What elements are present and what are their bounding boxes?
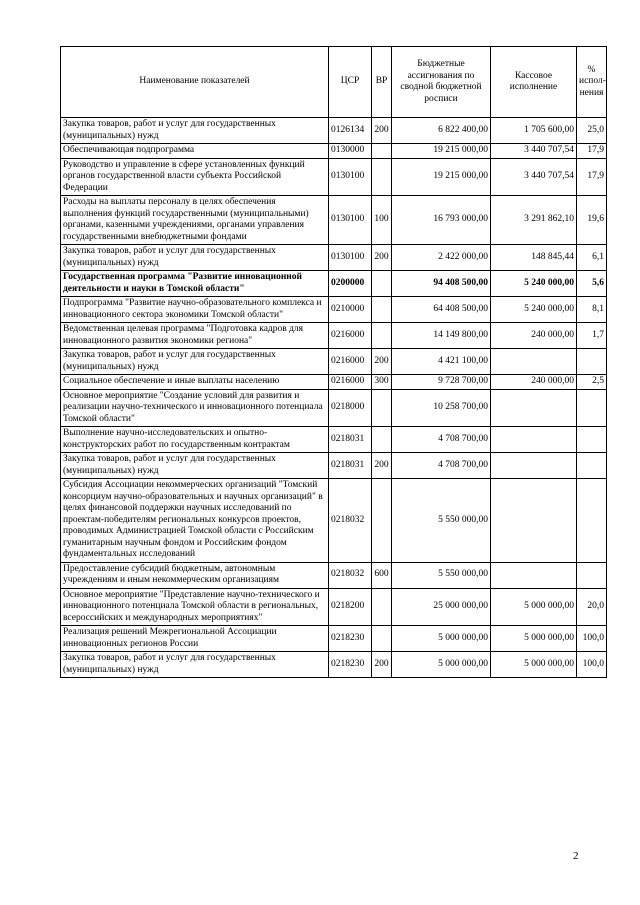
cell-plan: 19 215 000,00 — [392, 158, 491, 196]
cell-plan: 4 708 700,00 — [392, 427, 491, 453]
cell-vr — [372, 158, 392, 196]
cell-pct — [577, 389, 607, 427]
table-row — [61, 389, 607, 427]
cell-kass — [491, 453, 577, 479]
cell-plan: 64 408 500,00 — [392, 297, 491, 323]
cell-vr — [372, 626, 392, 652]
cell-kass: 3 440 707,54 — [491, 144, 577, 159]
cell-plan: 4 708 700,00 — [392, 453, 491, 479]
cell-name: Реализация решений Межрегиональной Ассоциации инновационных регионов России — [61, 626, 329, 652]
table-row — [61, 453, 607, 479]
table-header-row — [61, 47, 607, 118]
cell-name: Закупка товаров, работ и услуг для государственных (муниципальных) нужд — [61, 118, 329, 144]
cell-name: Выполнение научно-исследовательских и опытно-конструкторских работ по государственным контрактам — [61, 427, 329, 453]
cell-name: Закупка товаров, работ и услуг для государственных (муниципальных) нужд — [61, 349, 329, 375]
cell-vr: 100 — [372, 196, 392, 245]
cell-pct: 20,0 — [577, 588, 607, 626]
cell-kass: 3 440 707,54 — [491, 158, 577, 196]
cell-kass: 5 240 000,00 — [491, 297, 577, 323]
cell-pct: 6,1 — [577, 245, 607, 271]
cell-kass — [491, 349, 577, 375]
cell-name: Расходы на выплаты персоналу в целях обеспечения выполнения функций государственными (муниципальными) органами, казенными учреждениями, органами управления государственными внебюджетными фондами — [61, 196, 329, 245]
cell-kass: 5 000 000,00 — [491, 588, 577, 626]
cell-kass: 5 000 000,00 — [491, 626, 577, 652]
cell-csr: 0216000 — [329, 349, 372, 375]
cell-pct: 2,5 — [577, 375, 607, 390]
cell-pct: 100,0 — [577, 626, 607, 652]
cell-vr — [372, 427, 392, 453]
cell-plan: 5 000 000,00 — [392, 652, 491, 678]
cell-csr: 0130100 — [329, 158, 372, 196]
cell-csr: 0218032 — [329, 562, 372, 588]
cell-name: Социальное обеспечение и иные выплаты населению — [61, 375, 329, 390]
cell-plan: 5 000 000,00 — [392, 626, 491, 652]
cell-plan: 4 421 100,00 — [392, 349, 491, 375]
cell-csr: 0200000 — [329, 271, 372, 297]
cell-pct: 8,1 — [577, 297, 607, 323]
cell-pct — [577, 562, 607, 588]
cell-plan: 19 215 000,00 — [392, 144, 491, 159]
cell-vr — [372, 297, 392, 323]
table-row — [61, 271, 607, 297]
cell-name: Подпрограмма "Развитие научно-образовательного комплекса и инновационного сектора экономики Томской области" — [61, 297, 329, 323]
cell-csr: 0218032 — [329, 479, 372, 563]
cell-pct: 25,0 — [577, 118, 607, 144]
cell-plan: 25 000 000,00 — [392, 588, 491, 626]
cell-plan: 14 149 800,00 — [392, 323, 491, 349]
cell-vr: 600 — [372, 562, 392, 588]
cell-csr: 0216000 — [329, 323, 372, 349]
table-row — [61, 427, 607, 453]
cell-kass: 240 000,00 — [491, 375, 577, 390]
cell-vr — [372, 479, 392, 563]
cell-name: Основное мероприятие "Создание условий для развития и реализации научно-технического и инновационного потенциала Томской области" — [61, 389, 329, 427]
table-row — [61, 245, 607, 271]
cell-csr: 0218031 — [329, 453, 372, 479]
cell-plan: 5 550 000,00 — [392, 562, 491, 588]
table-row — [61, 144, 607, 159]
cell-vr — [372, 271, 392, 297]
table-row — [61, 588, 607, 626]
cell-name: Закупка товаров, работ и услуг для государственных (муниципальных) нужд — [61, 245, 329, 271]
cell-plan: 2 422 000,00 — [392, 245, 491, 271]
header-pct: % испол-нения — [577, 47, 607, 118]
cell-vr: 200 — [372, 245, 392, 271]
table-row — [61, 349, 607, 375]
cell-pct — [577, 479, 607, 563]
table-row — [61, 118, 607, 144]
cell-vr — [372, 588, 392, 626]
cell-kass: 5 240 000,00 — [491, 271, 577, 297]
table-row — [61, 562, 607, 588]
cell-vr: 300 — [372, 375, 392, 390]
cell-csr: 0130100 — [329, 196, 372, 245]
header-vr: ВР — [372, 47, 392, 118]
cell-kass: 240 000,00 — [491, 323, 577, 349]
cell-vr: 200 — [372, 453, 392, 479]
cell-csr: 0130000 — [329, 144, 372, 159]
cell-name: Основное мероприятие "Представление научно-технического и инновационного потенциала Томской области в региональных, всероссийских и международных мероприятиях" — [61, 588, 329, 626]
cell-kass: 3 291 862,10 — [491, 196, 577, 245]
cell-plan: 6 822 400,00 — [392, 118, 491, 144]
header-plan: Бюджетные ассигнования по сводной бюджетной росписи — [392, 47, 491, 118]
cell-plan: 9 728 700,00 — [392, 375, 491, 390]
table-row — [61, 196, 607, 245]
cell-pct: 1,7 — [577, 323, 607, 349]
cell-name: Обеспечивающая подпрограмма — [61, 144, 329, 159]
cell-name: Закупка товаров, работ и услуг для государственных (муниципальных) нужд — [61, 453, 329, 479]
cell-kass — [491, 389, 577, 427]
cell-pct — [577, 427, 607, 453]
cell-pct — [577, 349, 607, 375]
cell-name: Субсидия Ассоциации некоммерческих организаций "Томский консорциум научно-образовательных и научных организаций" в целях финансовой поддержки научных исследований по проектам-победителям региональных конкурсов проектов, проводимых Администрацией Томской области с Российским гуманитарным научным фондом и Российским фондом фундаментальных исследований — [61, 479, 329, 563]
cell-vr: 200 — [372, 118, 392, 144]
cell-name: Ведомственная целевая программа "Подготовка кадров для инновационного развития экономики региона" — [61, 323, 329, 349]
cell-name: Государственная программа "Развитие инновационной деятельности и науки в Томской области" — [61, 271, 329, 297]
table-row — [61, 323, 607, 349]
cell-kass — [491, 427, 577, 453]
cell-pct: 19,6 — [577, 196, 607, 245]
cell-vr — [372, 323, 392, 349]
header-csr: ЦСР — [329, 47, 372, 118]
page-number: 2 — [573, 850, 579, 862]
cell-csr: 0126134 — [329, 118, 372, 144]
table-row — [61, 626, 607, 652]
table-row — [61, 158, 607, 196]
cell-kass: 1 705 600,00 — [491, 118, 577, 144]
table-row — [61, 652, 607, 678]
table-row — [61, 375, 607, 390]
cell-vr — [372, 389, 392, 427]
cell-csr: 0218031 — [329, 427, 372, 453]
cell-vr — [372, 144, 392, 159]
cell-pct: 17,9 — [577, 144, 607, 159]
header-kass: Кассовое исполнение — [491, 47, 577, 118]
cell-plan: 10 258 700,00 — [392, 389, 491, 427]
cell-kass: 5 000 000,00 — [491, 652, 577, 678]
cell-name: Руководство и управление в сфере установленных функций органов государственной власти субъекта Российской Федерации — [61, 158, 329, 196]
cell-csr: 0130100 — [329, 245, 372, 271]
cell-name: Предоставление субсидий бюджетным, автономным учреждениям и иным некоммерческим организациям — [61, 562, 329, 588]
cell-name: Закупка товаров, работ и услуг для государственных (муниципальных) нужд — [61, 652, 329, 678]
cell-csr: 0210000 — [329, 297, 372, 323]
cell-kass — [491, 479, 577, 563]
budget-execution-table — [60, 46, 607, 678]
cell-csr: 0218230 — [329, 626, 372, 652]
cell-kass: 148 845,44 — [491, 245, 577, 271]
header-name: Наименование показателей — [61, 47, 329, 118]
cell-vr: 200 — [372, 349, 392, 375]
table-row — [61, 479, 607, 563]
cell-vr: 200 — [372, 652, 392, 678]
cell-csr: 0216000 — [329, 375, 372, 390]
table-row — [61, 297, 607, 323]
cell-csr: 0218200 — [329, 588, 372, 626]
cell-csr: 0218000 — [329, 389, 372, 427]
cell-plan: 94 408 500,00 — [392, 271, 491, 297]
cell-pct: 5,6 — [577, 271, 607, 297]
cell-pct — [577, 453, 607, 479]
cell-pct: 100,0 — [577, 652, 607, 678]
cell-pct: 17,9 — [577, 158, 607, 196]
cell-plan: 16 793 000,00 — [392, 196, 491, 245]
cell-kass — [491, 562, 577, 588]
cell-csr: 0218230 — [329, 652, 372, 678]
cell-plan: 5 550 000,00 — [392, 479, 491, 563]
